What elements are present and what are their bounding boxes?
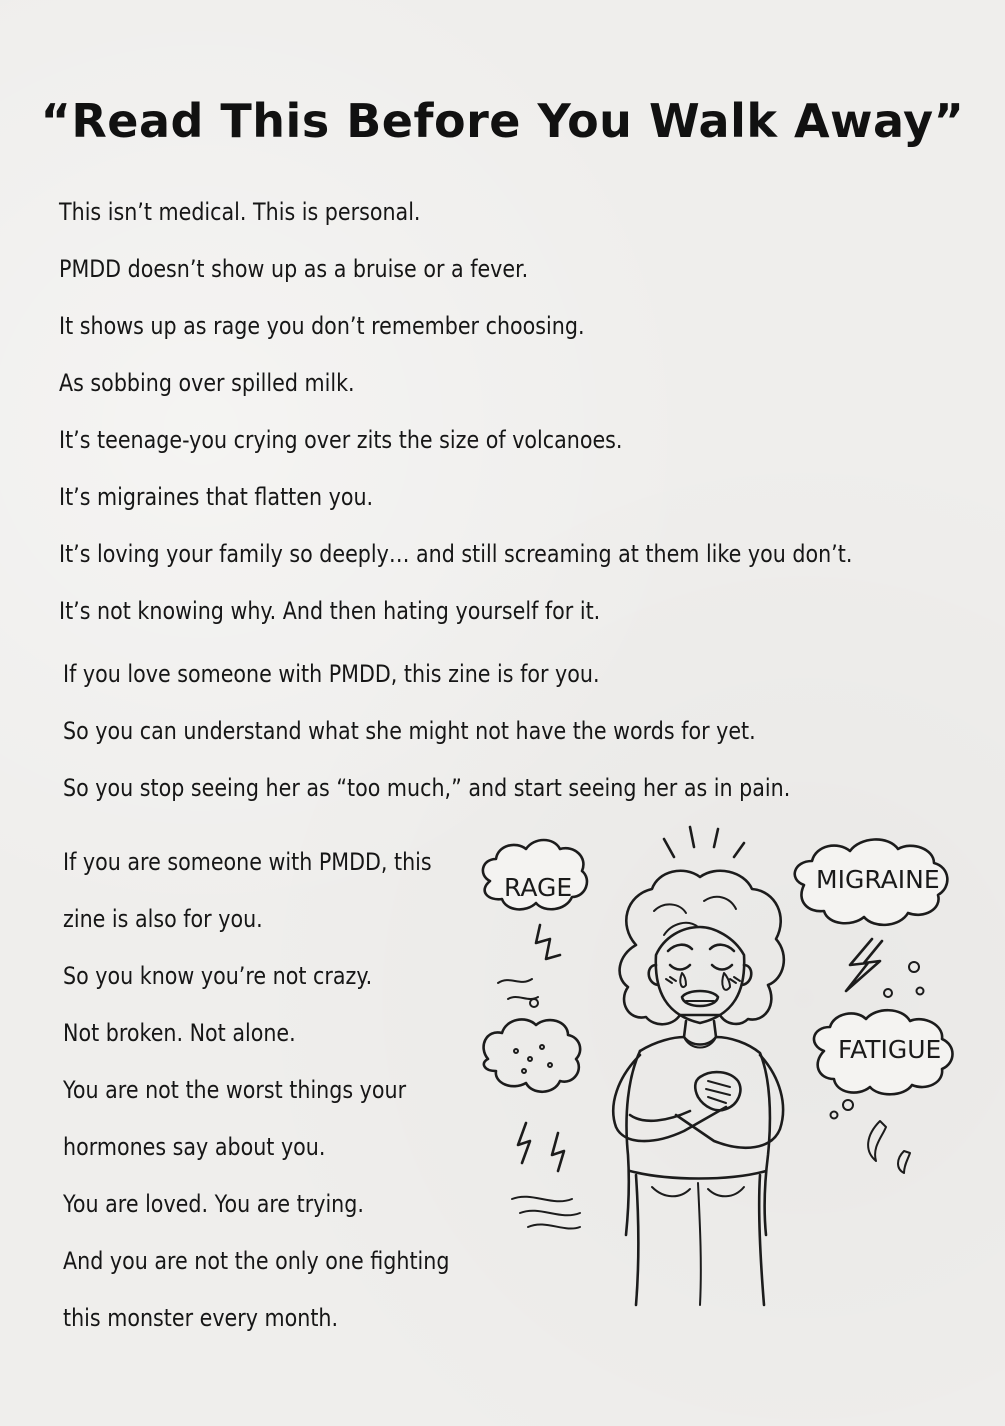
stress-mark: [690, 827, 694, 847]
self-line: And you are not the only one fighting: [63, 1247, 450, 1275]
intro-line: It’s teenage-you crying over zits the size of volcanoes.: [59, 426, 623, 454]
intro-line: It’s not knowing why. And then hating yourself for it.: [59, 597, 601, 625]
stress-mark: [714, 829, 718, 847]
migraine-label: MIGRAINE: [816, 865, 940, 894]
page-title: “Read This Before You Walk Away”: [40, 94, 965, 148]
self-line: this monster every month.: [63, 1304, 339, 1332]
intro-line: PMDD doesn’t show up as a bruise or a fever.: [59, 255, 529, 283]
intro-line: It shows up as rage you don’t remember choosing.: [59, 312, 585, 340]
illustration-drawing: [468, 815, 988, 1325]
self-line: If you are someone with PMDD, this: [63, 848, 432, 876]
self-line: zine is also for you.: [63, 905, 263, 933]
loved-one-line: So you can understand what she might not have the words for yet.: [63, 717, 756, 745]
intro-line: This isn’t medical. This is personal.: [59, 198, 421, 226]
fatigue-label: FATIGUE: [838, 1035, 942, 1064]
rage-bubble: [483, 840, 587, 959]
steam-cloud: [484, 979, 581, 1229]
fatigue-bubble: [814, 1010, 953, 1173]
self-line: You are not the worst things your: [63, 1076, 407, 1104]
intro-line: It’s loving your family so deeply… and still screaming at them like you don’t.: [59, 540, 853, 568]
migraine-bubble: [795, 839, 948, 997]
intro-line: As sobbing over spilled milk.: [59, 369, 355, 397]
self-line: So you know you’re not crazy.: [63, 962, 373, 990]
intro-line: It’s migraines that flatten you.: [59, 483, 374, 511]
loved-one-line: So you stop seeing her as “too much,” and start seeing her as in pain.: [63, 774, 791, 802]
loved-one-line: If you love someone with PMDD, this zine is for you.: [63, 660, 600, 688]
stress-mark: [734, 843, 744, 857]
self-line: You are loved. You are trying.: [63, 1190, 364, 1218]
self-line: hormones say about you.: [63, 1133, 326, 1161]
self-line: Not broken. Not alone.: [63, 1019, 296, 1047]
rage-label: RAGE: [504, 873, 573, 902]
woman-figure: [613, 871, 784, 1305]
pmdd-woman-illustration: [468, 815, 988, 1325]
stress-mark: [664, 839, 674, 857]
